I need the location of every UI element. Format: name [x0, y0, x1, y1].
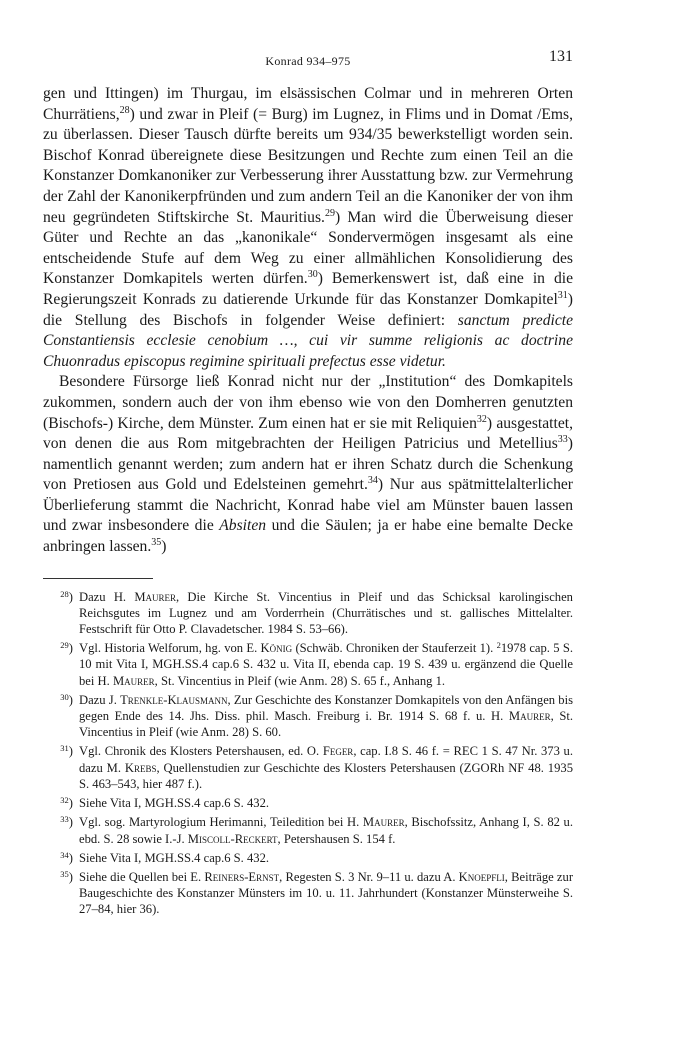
text-run: ) die Stellung des Bischofs in folgender Weise definiert:	[43, 290, 573, 329]
footnote-marker: $^{33}$)	[60, 814, 73, 830]
footnote-marker: $^{35}$)	[60, 868, 73, 884]
author-name: König	[260, 641, 293, 656]
footnote-marker: $^{32}$)	[60, 795, 73, 811]
text-run: Siehe die Quellen bei E.	[79, 869, 205, 884]
author-name: Reiners-Ernst	[204, 869, 280, 884]
emphasis-absiten: Absiten	[219, 517, 267, 535]
text-run: , Beiträge zur Baugeschichte des Konstanzer Münsters im 10. u. 11. Jahrhundert (Konstanzer Münsterweihe S. 27–84, hier 36).	[79, 869, 574, 917]
footnote-text	[79, 850, 573, 866]
footnote-30	[43, 692, 573, 741]
author-name: Maurer	[508, 709, 551, 724]
text-run: Vgl. sog. Martyrologium Herimanni, Teiledition bei H.	[79, 815, 363, 830]
footnote-separator	[43, 578, 153, 579]
author-name: Krebs	[124, 760, 157, 775]
author-name: Feger	[322, 744, 354, 759]
text-run: ) und zwar in Pleif (= Burg) im Lugnez, in Flims und in Domat /Ems, zu überlassen. Dieser Tausch dürfte bereits um 934/35 bewerkstelligt worden sein. Bischof Konrad übereignete diese Besitzungen und Rechte zum einen Teil an die Konstanzer Domkanoniker zur Verbesserung ihrer Ausstattung bzw. zur Vermehrung der Zahl der Kanonikerpfründen und zum andern Teil an die Kanoniker der von ihm neu gegründeten Stiftskirche St. Mauritius.	[43, 105, 573, 226]
footnote-32	[43, 795, 573, 811]
text-run: , Regesten S. 3 Nr. 9–11 u. dazu A.	[279, 869, 459, 884]
page-number: 131	[549, 48, 573, 65]
paragraph-1	[43, 84, 573, 372]
text-run: , cap. I.8 S. 46 f. = REC 1 S. 47 Nr. 373 u. dazu M.	[79, 744, 573, 775]
edition-superscript: 2	[496, 640, 501, 651]
footnotes	[43, 589, 573, 918]
text-run: (Schwäb. Chroniken der Stauferzeit 1).	[292, 641, 497, 656]
text-run: und die Säulen; ja er habe eine bemalte Decke anbringen lassen.	[43, 517, 573, 556]
footnote-number: 30	[60, 691, 69, 702]
book-page	[43, 48, 573, 921]
footnote-35	[43, 869, 573, 918]
footnote-marker: $^{29}$)	[60, 640, 73, 656]
text-run: ) Bemerkenswert ist, daß eine in die Regierungszeit Konrads zu datierende Urkunde für das Konstanzer Domkapitel	[43, 270, 573, 308]
text-run: , Die Kirche St. Vincentius in Pleif und das Schicksal karolingischen Reichsgutes im Lugnez und am Vorderrhein (Churrätisches und st. gallisches Mittelalter. Festschrift für Otto P. Clavadetscher. 1984 S. 53–66).	[79, 589, 573, 637]
footnote-number: 28	[60, 588, 69, 599]
text-run: Dazu J.	[79, 692, 121, 707]
footnote-text	[79, 814, 573, 846]
footnote-text	[79, 869, 573, 918]
text-run: 1978 cap. 5 S. 10 mit Vita I, MGH.SS.4 cap.6 S. 432 u. Vita II, ebenda cap. 19 S. 439 u. ergänzend die Quelle bei H.	[79, 641, 573, 688]
footnote-text	[79, 692, 573, 741]
footnote-ref-34[interactable]: 34	[367, 475, 378, 487]
text-run: , Zur Geschichte des Konstanzer Domkapitels von den Anfängen bis gegen Ende des 14. Jhs. Diss. phil. Masch. Freiburg i. Br. 1914 S. 68 f. u. H.	[79, 692, 574, 724]
text-run: , Quellenstudien zur Geschichte des Klosters Petershausen (ZGORh NF 48. 1935 S. 463–543, hier 487 f.).	[79, 760, 573, 791]
footnote-34	[43, 850, 573, 866]
text-run: , St. Vincentius in Pleif (wie Anm. 28) S. 60.	[79, 709, 574, 740]
author-name: Trenkle-Klausmann	[120, 692, 228, 707]
footnote-marker: $^{30}$)	[60, 691, 73, 707]
text-run: , Petershausen S. 154 f.	[277, 831, 396, 846]
paragraph-2	[43, 372, 573, 557]
footnote-text	[79, 795, 573, 811]
footnote-marker: $^{34}$)	[60, 849, 73, 865]
footnote-text	[79, 743, 573, 792]
footnote-ref-30[interactable]: 30	[307, 269, 318, 281]
footnote-text	[79, 640, 573, 689]
author-name: Miscoll-Reckert	[187, 831, 278, 846]
text-run: ) namentlich genannt werden; zum andern hat er ihren Schatz durch die Schenkung von Pretiosen aus Gold und Edelsteinen gemehrt.	[43, 435, 573, 494]
running-title: Konrad 934–975	[265, 54, 351, 68]
footnote-number: 29	[60, 640, 69, 651]
footnote-number: 34	[60, 849, 69, 860]
footnote-31	[43, 743, 573, 792]
author-name: Knoepfli	[458, 869, 505, 884]
main-text	[43, 84, 573, 558]
running-head	[43, 48, 573, 74]
text-run: Besondere Fürsorge ließ Konrad nicht nur der „Institution“ des Domkapitels zukommen, sondern auch der von ihm ebenso wie von den Domherren genutzten (Bischofs-) Kirche, dem Münster. Zum einen hat er sie mit Reliquien	[43, 373, 573, 432]
text-run: Dazu H.	[79, 589, 135, 604]
footnote-29	[43, 640, 573, 689]
footnote-ref-31[interactable]: 31	[557, 289, 568, 301]
footnote-text	[79, 589, 573, 638]
footnote-number: 31	[60, 743, 69, 754]
latin-quotation: sanctum predicte Constantiensis ecclesie cenobium …, cui vir summe religionis ac doctrine Chuonradus episcopus regimine spirituali prefectus esse videtur.	[43, 311, 574, 370]
text-run: , Bischofssitz, Anhang I, S. 82 u. ebd. S. 28 sowie I.-J.	[79, 815, 573, 846]
footnote-marker: $^{31}$)	[60, 743, 73, 759]
footnote-number: 33	[60, 814, 69, 825]
text-run: Siehe Vita I, MGH.SS.4 cap.6 S. 432.	[79, 796, 270, 811]
footnote-number: 35	[60, 868, 69, 879]
text-run: Vgl. Historia Welforum, hg. von E.	[79, 641, 261, 656]
footnote-ref-33[interactable]: 33	[557, 434, 568, 446]
footnote-28	[43, 589, 573, 638]
footnote-marker: $^{28}$)	[60, 588, 73, 604]
text-run: gen und Ittingen) im Thurgau, im elsässischen Colmar und in mehreren Orten Churrätiens,	[43, 85, 573, 123]
footnote-number: 32	[60, 795, 69, 806]
footnote-ref-35[interactable]: 35	[151, 537, 162, 549]
author-name: Maurer	[112, 673, 155, 688]
text-run: ) Man wird die Überweisung dieser Güter und Rechte an das „kanonikale“ Sondervermögen insgesamt als eine entscheidende Stufe auf dem Weg zu einer allmählichen Konsolidierung des Konstanzer Domkapitels werten dürfen.	[43, 208, 573, 288]
footnote-33	[43, 814, 573, 846]
author-name: Maurer	[362, 815, 405, 830]
text-run: ) Nur aus spätmittelalterlicher Überlieferung stammt die Nachricht, Konrad habe viel am Münster bauen lassen und zwar insbesondere die	[43, 476, 573, 535]
footnote-ref-32[interactable]: 32	[476, 413, 487, 425]
text-run: , St. Vincentius in Pleif (wie Anm. 28) S. 65 f., Anhang 1.	[154, 673, 446, 688]
text-run: Siehe Vita I, MGH.SS.4 cap.6 S. 432.	[79, 850, 270, 865]
author-name: Maurer	[134, 589, 177, 604]
text-run: )	[161, 538, 167, 556]
footnote-ref-28[interactable]: 28	[119, 104, 130, 116]
text-run: ) ausgestattet, von denen die aus Rom mitgebrachten der Heiligen Patricius und Metellius	[43, 414, 573, 453]
footnote-ref-29[interactable]: 29	[324, 207, 335, 219]
text-run: Vgl. Chronik des Klosters Petershausen, ed. O.	[79, 744, 323, 759]
